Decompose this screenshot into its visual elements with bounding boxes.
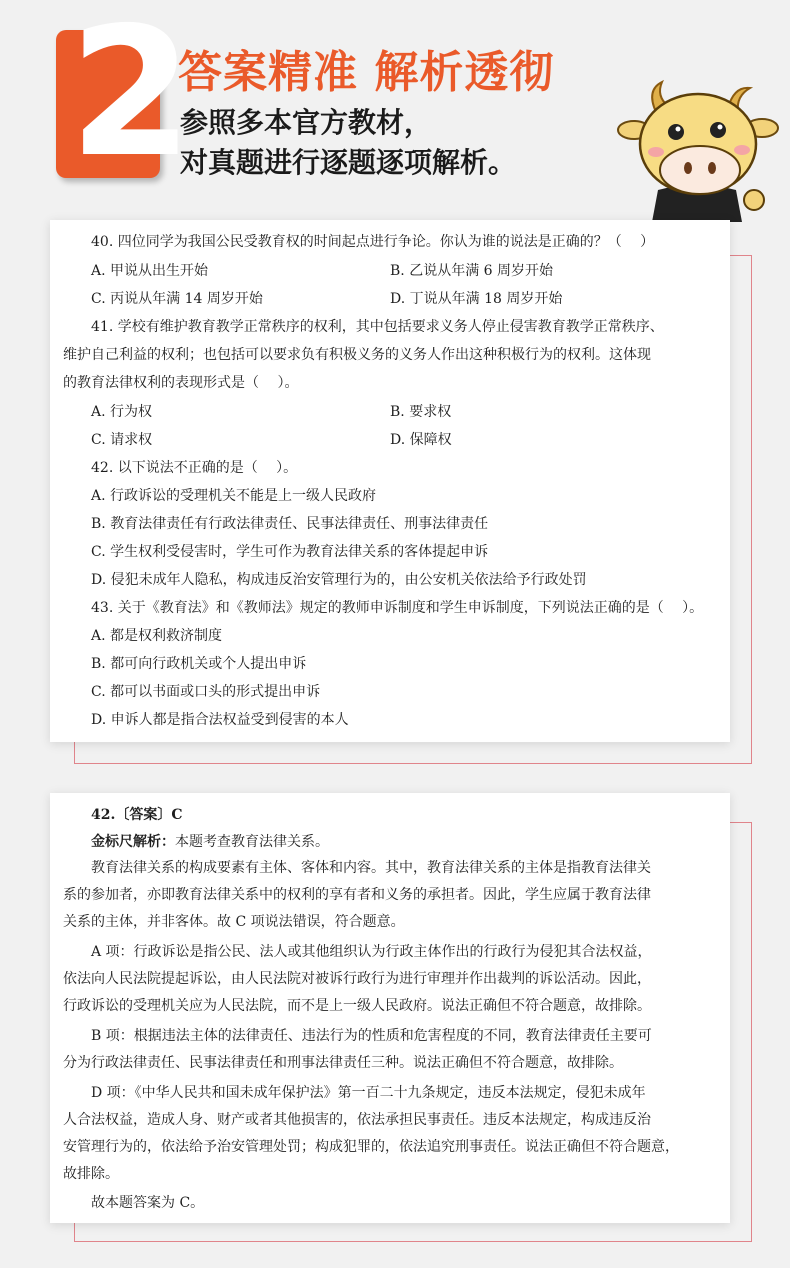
q40-stem: 40. 四位同学为我国公民受教育权的时间起点进行争论。你认为谁的说法是正确的？（ ） <box>91 234 655 250</box>
header-banner <box>0 0 790 215</box>
badge-number: 2 <box>69 0 193 196</box>
number-badge <box>56 0 193 196</box>
q42-option-d: D. 侵犯未成年人隐私，构成违反治安管理行为的，由公安机关依法给予行政处罚 <box>91 572 587 588</box>
q43-option-b: B. 都可向行政机关或个人提出申诉 <box>91 656 307 672</box>
para1-line-1: 教育法律关系的构成要素有主体、客体和内容。其中，教育法律关系的主体是指教育法律关 <box>91 860 651 876</box>
q40-option-c: C. 丙说从年满 14 周岁开始 <box>91 291 263 307</box>
q42-option-a: A. 行政诉讼的受理机关不能是上一级人民政府 <box>91 488 377 504</box>
para-b-line-1: B 项：根据违法主体的法律责任、违法行为的性质和危害程度的不同，教育法律责任主要可 <box>91 1028 652 1044</box>
answer-card <box>50 793 730 1223</box>
subtitle-line-1: 参照多本官方教材， <box>180 106 433 139</box>
ox-mascot-illustration <box>616 72 776 222</box>
subtitle-line-2: 对真题进行逐题逐项解析。 <box>180 146 517 179</box>
analysis-line <box>91 834 329 850</box>
para-a-line-2: 依法向人民法院提起诉讼，由人民法院对被诉行政行为进行审理并作出裁判的诉讼活动。因此， <box>63 971 651 987</box>
q41-stem-line-1: 41. 学校有维护教育教学正常秩序的权利，其中包括要求义务人停止侵害教育教学正常秩序、 <box>91 319 664 335</box>
para-b-line-2: 分为行政法律责任、民事法律责任和刑事法律责任三种。说法正确但不符合题意，故排除。 <box>63 1055 623 1071</box>
q43-option-a: A. 都是权利救济制度 <box>91 628 223 644</box>
q41-option-c: C. 请求权 <box>91 432 153 448</box>
q41-option-d: D. 保障权 <box>390 432 452 448</box>
q40-option-b: B. 乙说从年满 6 周岁开始 <box>390 263 553 279</box>
para-a-line-1: A 项：行政诉讼是指公民、法人或其他组织认为行政主体作出的行政行为侵犯其合法权益， <box>91 944 652 960</box>
q43-option-c: C. 都可以书面或口头的形式提出申诉 <box>91 684 321 700</box>
para-d-line-1: D 项：《中华人民共和国未成年保护法》第一百二十九条规定，违反本法规定，侵犯未成年 <box>91 1085 646 1101</box>
analysis-label: 金标尺解析： <box>91 834 175 850</box>
q40-option-d: D. 丁说从年满 18 周岁开始 <box>390 291 563 307</box>
para-d-line-2: 人合法权益，造成人身、财产或者其他损害的，依法承担民事责任。违反本法规定，构成违反治 <box>63 1112 651 1128</box>
questions-card <box>50 220 730 742</box>
q41-option-a: A. 行为权 <box>91 404 153 420</box>
q43-stem: 43. 关于《教育法》和《教师法》规定的教师申诉制度和学生申诉制度，下列说法正确的是（ ）。 <box>91 600 704 616</box>
para-d-line-4: 故排除。 <box>63 1166 119 1182</box>
q42-stem: 42. 以下说法不正确的是（ ）。 <box>91 460 298 476</box>
q41-option-b: B. 要求权 <box>390 404 452 420</box>
q41-stem-line-3: 的教育法律权利的表现形式是（ ）。 <box>63 375 299 391</box>
para1-line-3: 关系的主体，并非客体。故 C 项说法错误，符合题意。 <box>63 914 405 930</box>
q42-option-b: B. 教育法律责任有行政法律责任、民事法律责任、刑事法律责任 <box>91 516 489 532</box>
answer-conclusion: 故本题答案为 C。 <box>91 1195 205 1211</box>
answer-heading: 42.〔答案〕C <box>91 807 183 823</box>
q41-stem-line-2: 维护自己利益的权利；也包括可以要求负有积极义务的义务人作出这种积极行为的权利。这体现 <box>63 347 651 363</box>
para-a-line-3: 行政诉讼的受理机关应为人民法院，而不是上一级人民政府。说法正确但不符合题意，故排除。 <box>63 998 651 1014</box>
page-title: 答案精准 解析透彻 <box>178 47 555 98</box>
para-d-line-3: 安管理行为的，依法给予治安管理处罚；构成犯罪的，依法追究刑事责任。说法正确但不符合题意， <box>63 1139 679 1155</box>
q42-option-c: C. 学生权利受侵害时，学生可作为教育法律关系的客体提起申诉 <box>91 544 489 560</box>
q43-option-d: D. 申诉人都是指合法权益受到侵害的本人 <box>91 712 349 728</box>
analysis-intro: 本题考查教育法律关系。 <box>175 834 329 850</box>
para1-line-2: 系的参加者，亦即教育法律关系中的权利的享有者和义务的承担者。因此，学生应属于教育法律 <box>63 887 651 903</box>
q40-option-a: A. 甲说从出生开始 <box>91 263 209 279</box>
